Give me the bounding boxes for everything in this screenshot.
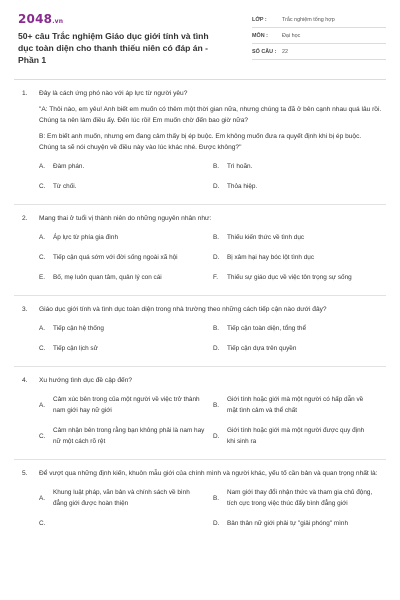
answer-option-b[interactable] bbox=[213, 161, 382, 172]
question-text: Xu hướng tình dục đề cập đến? bbox=[39, 377, 133, 384]
option-letter: F. bbox=[213, 274, 218, 281]
answer-options bbox=[39, 394, 382, 447]
question-header bbox=[22, 375, 382, 386]
option-letter: B. bbox=[213, 325, 220, 332]
option-text: Từ chối. bbox=[53, 183, 77, 190]
option-letter: B. bbox=[213, 401, 220, 409]
option-text: Cảm xúc bên trong của một người về việc trở thành nam giới hay nữ giới bbox=[53, 396, 200, 414]
logo-suffix: .vn bbox=[52, 18, 64, 25]
option-text: Thỏa hiệp. bbox=[227, 183, 258, 190]
option-letter: C. bbox=[39, 183, 46, 190]
answer-option-c[interactable] bbox=[39, 343, 213, 354]
answer-option-c[interactable] bbox=[39, 181, 213, 192]
question-divider bbox=[14, 295, 386, 296]
answer-option-d[interactable] bbox=[213, 181, 382, 192]
option-text: Bản thân nữ giới phải tự "giải phóng" mình bbox=[227, 520, 349, 527]
answer-option-b[interactable] bbox=[213, 487, 382, 509]
question-5 bbox=[22, 468, 382, 529]
question-header bbox=[22, 468, 382, 479]
answer-option-d[interactable] bbox=[213, 343, 382, 354]
option-text: Thiếu kiến thức về tình dục bbox=[227, 234, 305, 241]
answer-option-e[interactable] bbox=[39, 272, 213, 283]
question-number: 1. bbox=[22, 90, 28, 97]
site-logo[interactable] bbox=[18, 12, 218, 26]
meta-table bbox=[252, 12, 386, 66]
meta-key: LỚP : bbox=[252, 16, 267, 23]
meta-value-class[interactable]: Trắc nghiệm tổng hợp bbox=[282, 16, 335, 23]
question-text: Mang thai ở tuổi vị thành niên do những nguyên nhân như: bbox=[39, 215, 212, 222]
question-3 bbox=[22, 304, 382, 354]
answer-option-a[interactable] bbox=[39, 487, 213, 509]
option-text: Nam giới thay đổi nhận thức và tham gia chủ động, tích cực trong việc thúc đẩy bình đẳng giới bbox=[227, 489, 373, 507]
option-text: Tiếp cận dựa trên quyền bbox=[227, 345, 297, 352]
option-letter: B. bbox=[213, 163, 220, 170]
answer-option-c[interactable] bbox=[39, 252, 213, 263]
option-letter: B. bbox=[213, 494, 220, 502]
question-divider bbox=[14, 366, 386, 367]
option-letter: D. bbox=[213, 254, 220, 261]
meta-row-count bbox=[252, 44, 386, 60]
option-letter: A. bbox=[39, 163, 46, 170]
question-2 bbox=[22, 213, 382, 283]
question-header bbox=[22, 304, 382, 315]
meta-row-subject bbox=[252, 28, 386, 44]
meta-key: MÔN : bbox=[252, 32, 268, 39]
answer-option-f[interactable] bbox=[213, 272, 382, 283]
question-text: Đây là cách ứng phó nào với áp lực từ người yêu? bbox=[39, 90, 188, 97]
answer-option-a[interactable] bbox=[39, 161, 213, 172]
question-text: Giáo dục giới tính và tình dục toàn diện trong nhà trường theo những cách tiếp cận nào dưới đây? bbox=[39, 306, 327, 313]
answer-options bbox=[39, 232, 382, 283]
option-text: Khung luật pháp, văn bản và chính sách về bình đẳng giới được hoàn thiện bbox=[53, 489, 190, 507]
question-header bbox=[22, 213, 382, 224]
answer-option-a[interactable] bbox=[39, 323, 213, 334]
answer-option-c[interactable] bbox=[39, 425, 213, 447]
question-divider bbox=[14, 204, 386, 205]
option-letter: A. bbox=[39, 234, 46, 241]
answer-option-a[interactable] bbox=[39, 232, 213, 243]
answer-option-b[interactable] bbox=[213, 232, 382, 243]
meta-row-class bbox=[252, 12, 386, 28]
header-left bbox=[18, 12, 218, 66]
answer-options bbox=[39, 323, 382, 354]
question-number: 5. bbox=[22, 470, 28, 477]
question-number: 4. bbox=[22, 377, 28, 384]
option-letter: A. bbox=[39, 401, 46, 409]
question-header bbox=[22, 88, 382, 99]
logo-text: 2048 bbox=[18, 12, 53, 26]
question-1 bbox=[22, 88, 382, 192]
option-text: Trì hoãn. bbox=[227, 163, 253, 170]
option-letter: A. bbox=[39, 494, 46, 502]
option-text: Đàm phán. bbox=[53, 163, 85, 170]
question-divider bbox=[14, 459, 386, 460]
option-letter: A. bbox=[39, 325, 46, 332]
answer-options bbox=[39, 487, 382, 529]
option-letter: D. bbox=[213, 520, 220, 527]
option-letter: C. bbox=[39, 345, 46, 352]
option-letter: C. bbox=[39, 254, 46, 261]
question-passage: B: Em biết anh muốn, nhưng em đang cảm thấy bị ép buộc. Em không muốn đưa ra quyết định khi bị ép buộc. Chúng ta sẽ nói chuyện về điều này vào lúc khác nhé. Được không?" bbox=[39, 133, 362, 151]
option-text: Thiếu sự giáo dục về việc tôn trọng sự sống bbox=[227, 274, 352, 281]
option-text: Cảm nhận bên trong rằng bạn không phải là nam hay nữ một cách rõ rệt bbox=[53, 427, 205, 445]
meta-value-subject[interactable]: Đại học bbox=[282, 32, 301, 39]
question-number: 3. bbox=[22, 306, 28, 313]
meta-value-count: 22 bbox=[282, 48, 289, 55]
option-text: Bố, mẹ luôn quan tâm, quản lý con cái bbox=[53, 274, 162, 281]
meta-key: SỐ CÂU : bbox=[252, 48, 277, 55]
answer-option-d[interactable] bbox=[213, 425, 382, 447]
page-title: 50+ câu Trắc nghiệm Giáo dục giới tính và tình dục toàn diện cho thanh thiếu niên có đáp án - Phần 1 bbox=[18, 31, 209, 65]
option-letter: B. bbox=[213, 234, 220, 241]
answer-option-d[interactable] bbox=[213, 518, 382, 529]
question-passage: "A: Thôi nào, em yêu! Anh biết em muốn có thêm một thời gian nữa, nhưng chúng ta đã ở bên cạnh nhau quá lâu rồi. Chúng ta nên làm điều ấy. Đến lúc rồi! Em muốn chờ đến bao giờ nữa? bbox=[39, 106, 382, 124]
option-text: Giới tính hoặc giới mà một người có hấp dẫn về mặt tình cảm và thể chất bbox=[227, 396, 364, 414]
option-letter: D. bbox=[213, 432, 220, 440]
question-number: 2. bbox=[22, 215, 28, 222]
answer-option-d[interactable] bbox=[213, 252, 382, 263]
option-letter: D. bbox=[213, 345, 220, 352]
option-letter: E. bbox=[39, 274, 46, 281]
answer-option-c[interactable] bbox=[39, 518, 213, 529]
answer-option-b[interactable] bbox=[213, 394, 382, 416]
option-text: Bị xâm hại hay bóc lột tình dục bbox=[227, 254, 315, 261]
option-letter: D. bbox=[213, 183, 220, 190]
option-text: Giới tính hoặc giới mà một người được quy định khi sinh ra bbox=[227, 427, 365, 445]
header-divider bbox=[14, 79, 386, 80]
option-text: Tiếp cận hệ thống bbox=[53, 325, 104, 332]
option-text: Tiếp cận quá sớm với đời sống ngoài xã hội bbox=[53, 254, 178, 261]
page-header bbox=[0, 0, 400, 66]
option-text: Tiếp cận lịch sử bbox=[53, 345, 98, 352]
question-4 bbox=[22, 375, 382, 447]
option-text: Áp lực từ phía gia đình bbox=[53, 234, 119, 241]
answer-option-b[interactable] bbox=[213, 323, 382, 334]
answer-option-a[interactable] bbox=[39, 394, 213, 416]
option-text: Tiếp cận toàn diện, tổng thể bbox=[227, 325, 306, 332]
answer-options bbox=[39, 161, 382, 192]
question-text: Để vượt qua những định kiến, khuôn mẫu giới của chính mình và người khác, yếu tố cần bản và quan trọng nhất là: bbox=[39, 470, 378, 477]
option-letter: C. bbox=[39, 520, 46, 527]
option-letter: C. bbox=[39, 432, 46, 440]
